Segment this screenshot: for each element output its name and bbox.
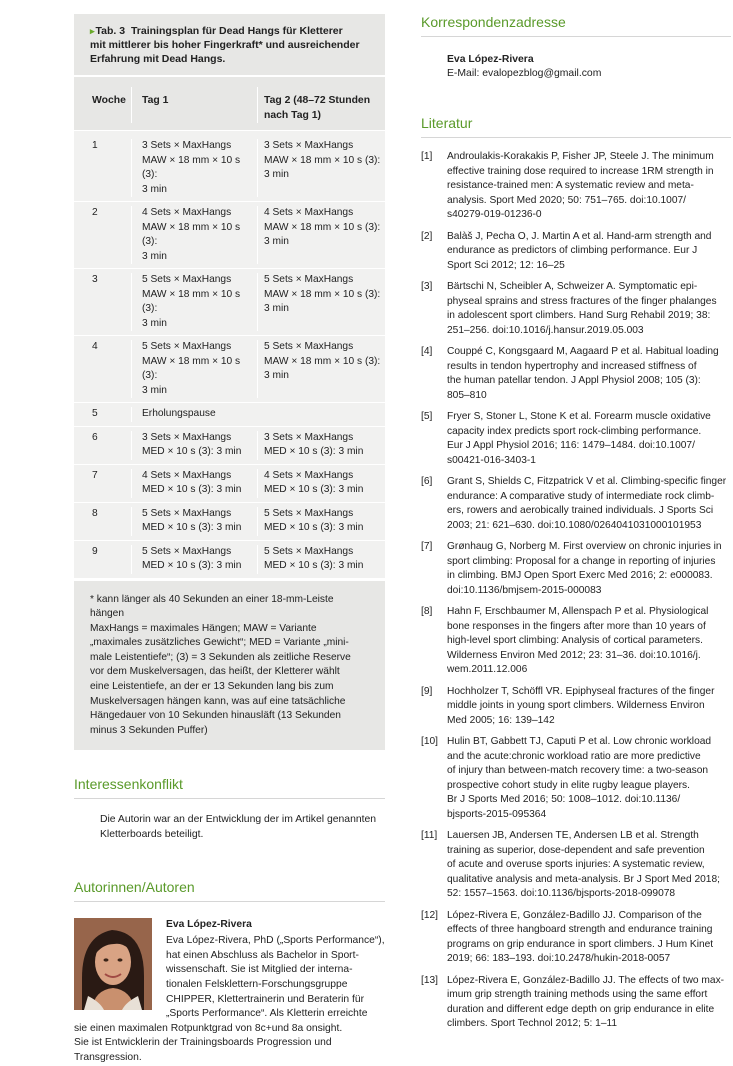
right-column — [421, 14, 731, 1039]
reference-number: [12] — [421, 909, 438, 921]
reference-number: [3] — [421, 281, 433, 292]
author-bio — [74, 918, 385, 1066]
cell-week: 8 — [74, 507, 132, 536]
reference-item — [421, 540, 731, 598]
reference-item — [421, 829, 731, 902]
footnote-line: „maximales zusätzliches Gewicht“; MED = Variante „mini- — [90, 637, 349, 649]
table-header-row — [74, 77, 385, 131]
cell-week: 2 — [74, 206, 132, 264]
reference-item — [421, 150, 731, 223]
footnote-line: * kann länger als 40 Sekunden an einer 18-mm-Leiste — [90, 593, 334, 605]
coi-title: Interessenkonflikt — [74, 776, 385, 799]
reference-number: [6] — [421, 476, 433, 487]
reference-text: Hochholzer T, Schöffl VR. Epiphyseal fractures of the finger middle joints in young sport climbers. Wilderness Environ Med 2005; 16: 139–142 — [447, 685, 715, 726]
reference-item — [421, 909, 731, 967]
author-line: Sie ist Entwicklerin der Trainingsboards Progression und — [74, 1037, 332, 1049]
left-column — [74, 14, 385, 1066]
footnote-line: Hängedauer von 10 Sekunden hinausläft (13 Sekunden — [90, 710, 341, 722]
table-row — [74, 336, 385, 403]
table-row — [74, 202, 385, 269]
table-row — [74, 541, 385, 579]
table-row — [74, 427, 385, 465]
table-caption: ▸Tab. 3 Trainingsplan für Dead Hangs für Kletterer mit mittlerer bis hoher Fingerkraft* und ausreichender Erfahrung mit Dead Hangs. — [74, 14, 385, 75]
reference-item — [421, 735, 731, 822]
reference-item — [421, 685, 731, 729]
cell-week: 7 — [74, 469, 132, 498]
reference-number: [5] — [421, 411, 433, 422]
reference-number: [9] — [421, 685, 433, 697]
reference-number: [10] — [421, 736, 438, 747]
literature-title: Literatur — [421, 115, 731, 138]
cell-day1: 5 Sets × MaxHangs MED × 10 s (3): 3 min — [132, 545, 258, 574]
reference-text: Grønhaug G, Norberg M. First overview on chronic injuries in sport climbing: Proposal for a change in reporting of injuries in climbing. BMJ Open Sport Exerc Med 2016; 2: e000083. doi:10.1136/bmjsem-2015-000083 — [447, 541, 722, 596]
contact-title: Korrespondenzadresse — [421, 14, 731, 37]
footnote-line: hängen — [90, 608, 124, 620]
author-line: sie einen maximalen Rotpunktgrad von 8c+und 8a onsight. — [74, 1022, 343, 1034]
footnote-line: Muskelversagen hängen kann, was auf eine tatsächliche — [90, 695, 346, 707]
author-line: „Sports Performance“. Als Kletterin erreichte — [166, 1008, 368, 1020]
reference-text: Androulakis-Korakakis P, Fisher JP, Steele J. The minimum effective training dose required to increase 1RM strength in resistance-trained men: A systematic review and meta- analysis. Sport Med 2020; 50: 751–765. doi:10.1007/ s40279-019-01236-0 — [447, 151, 714, 220]
footnote-line: MaxHangs = maximales Hängen; MAW = Variante — [90, 622, 317, 634]
reference-list — [421, 150, 731, 1032]
cell-day2: 4 Sets × MaxHangs MED × 10 s (3): 3 min — [264, 469, 364, 495]
table-label: Tab. 3 — [95, 25, 126, 37]
cell-day2: 5 Sets × MaxHangs MAW × 18 mm × 10 s (3): 3 min — [264, 274, 381, 314]
author-line: hat einen Abschluss als Bachelor in Sport- — [166, 949, 359, 961]
author-line: Transgression. — [74, 1051, 142, 1063]
cell-day1: 4 Sets × MaxHangs MAW × 18 mm × 10 s (3): 3 min — [132, 206, 258, 264]
contact-name: Eva López-Rivera — [447, 54, 534, 65]
table-row — [74, 503, 385, 541]
cell-day2: 5 Sets × MaxHangs MED × 10 s (3): 3 min — [264, 545, 364, 571]
cell-week: 3 — [74, 273, 132, 331]
cell-week: 6 — [74, 431, 132, 460]
reference-number: [4] — [421, 346, 433, 357]
cell-day1: 5 Sets × MaxHangs MED × 10 s (3): 3 min — [132, 507, 258, 536]
author-line: wissenschaft. Sie ist Mitglied der interna- — [166, 964, 353, 976]
table-row — [74, 131, 385, 202]
reference-text: Hulin BT, Gabbett TJ, Caputi P et al. Low chronic workload and the acute:chronic workload ratio are more predictive of injury than between-match recovery time: a two-season prospective cohort study in elite rugby league players. Br J Sports Med 2016; 50: 1008–1012. doi:10.1136/ bjsports-2015-095364 — [447, 736, 712, 820]
author-name: Eva López-Rivera — [166, 918, 252, 930]
cell-day1: 5 Sets × MaxHangs MAW × 18 mm × 10 s (3): 3 min — [132, 340, 258, 398]
footnote-line: minus 3 Sekunden Puffer) — [90, 724, 208, 736]
cell-span: Erholungspause — [142, 408, 216, 419]
reference-number: [11] — [421, 830, 438, 841]
table-body — [74, 131, 385, 579]
reference-item — [421, 475, 731, 533]
cell-day2: 5 Sets × MaxHangs MED × 10 s (3): 3 min — [264, 507, 364, 533]
cell-week: 5 — [74, 407, 132, 422]
table-row — [74, 269, 385, 336]
author-line: tionalen Felsklettern-Forschungsgruppe — [166, 979, 348, 990]
reference-text: López-Rivera E, González-Badillo JJ. The effects of two max- imum grip strength training methods using the same effort duration and different edge depth on grip endurance in elite climbers. Sport Technol 2012; 5: 1–11 — [447, 974, 725, 1029]
reference-text: Fryer S, Stoner L, Stone K et al. Forearm muscle oxidative capacity index predicts sport rock-climbing performance. Eur J Appl Physiol 2016; 116: 1479–1484. doi:10.1007/ s00421-016-3403-1 — [447, 411, 711, 466]
footnote-line: eine Leistentiefe, an der er 13 Sekunden lang bis zum — [90, 681, 334, 693]
training-table — [74, 77, 385, 579]
cell-week: 4 — [74, 340, 132, 398]
reference-item — [421, 605, 731, 678]
table-footnote — [74, 581, 385, 751]
cell-day2: 3 Sets × MaxHangs MAW × 18 mm × 10 s (3): 3 min — [264, 140, 381, 180]
header-tag2: Tag 2 (48–72 Stunden nach Tag 1) — [264, 95, 371, 121]
reference-text: Bärtschi N, Scheibler A, Schweizer A. Symptomatic epi- physeal sprains and stress fractures of the finger phalanges in adolescent sport climbers. Hand Surg Rehabil 2019; 38: 251–256. doi:10.1016/j.hansur.2019.05.003 — [447, 281, 717, 336]
reference-text: Lauersen JB, Andersen TE, Andersen LB et al. Strength training as superior, dose-dependent and safe prevention of acute and overuse sports injuries: A systematic review, qualitative analysis and meta-analysis. Br J Sport Med 2018; 52: 1557–1563. doi:10.1136/bjsports-2018-099078 — [447, 830, 720, 899]
header-woche: Woche — [74, 87, 132, 123]
cell-day2: 4 Sets × MaxHangs MAW × 18 mm × 10 s (3): 3 min — [264, 207, 381, 247]
cell-day2: 3 Sets × MaxHangs MED × 10 s (3): 3 min — [264, 431, 364, 457]
cell-week: 1 — [74, 139, 132, 197]
contact-block — [421, 37, 731, 81]
reference-item — [421, 280, 731, 338]
reference-item — [421, 410, 731, 468]
footnote-line: vor dem Muskelversagen, das heißt, der Kletterer wählt — [90, 666, 340, 678]
contact-email[interactable]: E-Mail: evalopezblog@gmail.com — [447, 68, 602, 79]
cell-day1: 5 Sets × MaxHangs MAW × 18 mm × 10 s (3): 3 min — [132, 273, 258, 331]
cell-day1: 4 Sets × MaxHangs MED × 10 s (3): 3 min — [132, 469, 258, 498]
reference-text: Balàš J, Pecha O, J. Martin A et al. Hand-arm strength and endurance as predictors of climbing performance. Eur J Sport Sci 2012; 12: 16–25 — [447, 230, 712, 271]
reference-item — [421, 230, 731, 274]
reference-number: [7] — [421, 541, 433, 552]
footnote-line: male Leistentiefe“; (3) = 3 Sekunden als zeitliche Reserve — [90, 651, 351, 663]
coi-text: Die Autorin war an der Entwicklung der im Artikel genannten Kletterboards beteiligt. — [100, 814, 377, 841]
table-row — [74, 403, 385, 427]
reference-item — [421, 974, 731, 1032]
cell-day1: 3 Sets × MaxHangs MED × 10 s (3): 3 min — [132, 431, 258, 460]
reference-text: Couppé C, Kongsgaard M, Aagaard P et al. Habitual loading results in tendon hypertrophy and increased stiffness of the human patellar tendon. J Appl Physiol 2008; 105 (3): 805–810 — [447, 346, 719, 401]
reference-item — [421, 345, 731, 403]
reference-number: [13] — [421, 974, 438, 986]
author-line: CHIPPER, Klettertrainerin und Beraterin für — [166, 993, 365, 1005]
reference-text: Grant S, Shields C, Fitzpatrick V et al. Climbing-specific finger endurance: A comparative study of intermediate rock climb- ers, rowers and aerobically trained individuals. J Sports Sci 2003; 21: 621–630. doi:10.1080/0264041031000101953 — [447, 476, 727, 531]
header-tag1: Tag 1 — [132, 87, 258, 123]
reference-text: López-Rivera E, González-Badillo JJ. Comparison of the effects of three hangboard strength and endurance training programs on grip endurance in sport climbers. J Hum Kinet 2019; 66: 183–193. doi:10.2478/hukin-2018-0057 — [447, 909, 714, 964]
author-photo — [74, 918, 152, 1010]
cell-day2: 5 Sets × MaxHangs MAW × 18 mm × 10 s (3): 3 min — [264, 341, 381, 381]
author-line: Eva López-Rivera, PhD („Sports Performance“), — [166, 935, 385, 947]
caption-arrow-icon: ▸ — [90, 26, 95, 36]
reference-number: [1] — [421, 151, 433, 162]
cell-day1: 3 Sets × MaxHangs MAW × 18 mm × 10 s (3): 3 min — [132, 139, 258, 197]
authors-title: Autorinnen/Autoren — [74, 879, 385, 902]
reference-number: [8] — [421, 606, 433, 617]
reference-text: Hahn F, Erschbaumer M, Allenspach P et al. Physiological bone responses in the fingers after more than 10 years of high-level sport climbing: Analysis of cortical parameters. Wilderness Environ Med 2012; 23: 31–36. doi:10.1016/j. wem.2011.12.006 — [447, 606, 709, 675]
table-row — [74, 465, 385, 503]
cell-week: 9 — [74, 545, 132, 574]
reference-number: [2] — [421, 230, 433, 242]
